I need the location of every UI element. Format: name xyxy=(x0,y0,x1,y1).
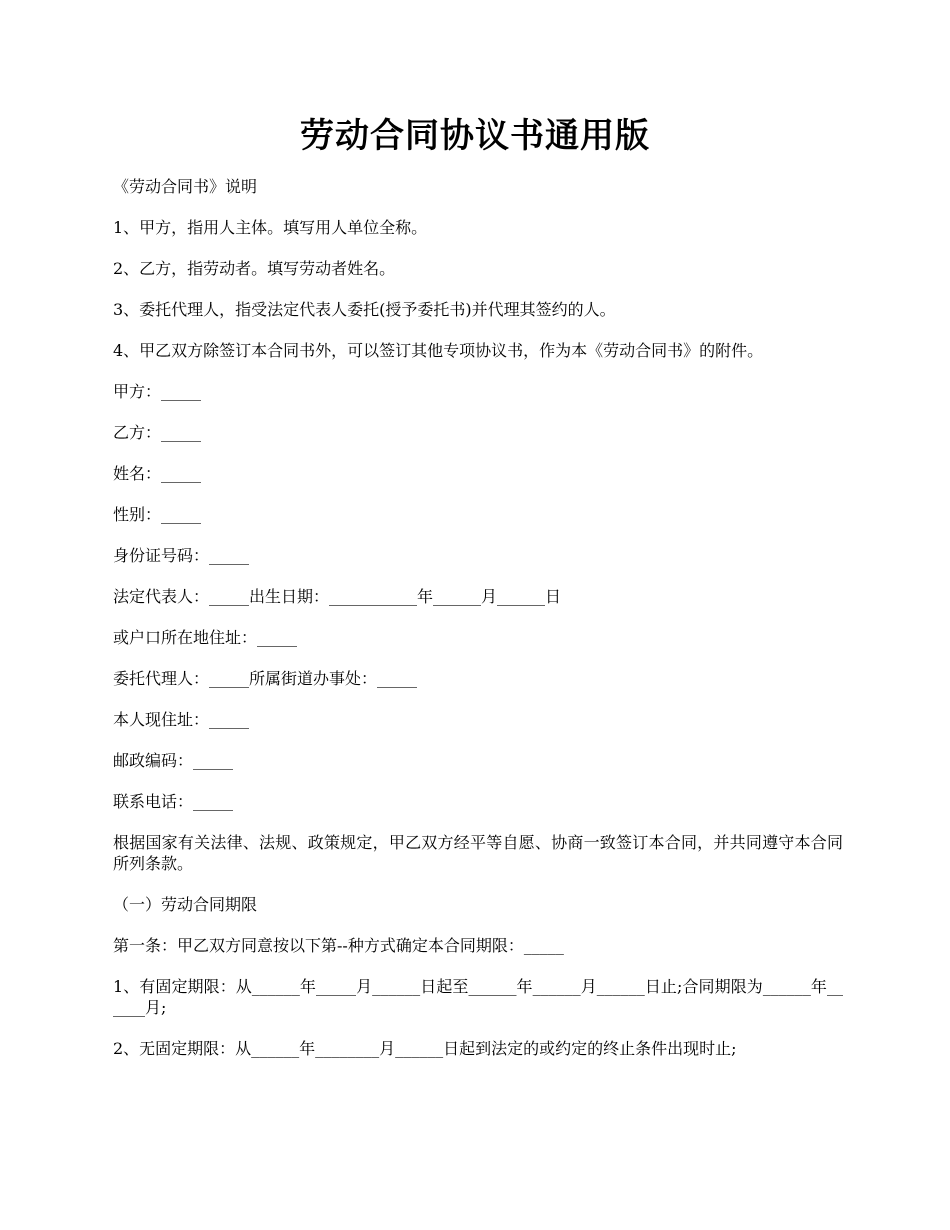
field-agent-subdistrict: 委托代理人：_____所属街道办事处：_____ xyxy=(113,669,418,688)
document-title: 劳动合同协议书通用版 xyxy=(300,116,650,156)
paragraph-preamble: 根据国家有关法律、法规、政策规定，甲乙双方经平等自愿、协商一致签订本合同，并共同遵守本合同所列条款。 xyxy=(113,833,843,873)
field-registered-address: 或户口所在地住址：_____ xyxy=(113,628,298,647)
field-postal-code: 邮政编码：_____ xyxy=(113,751,234,770)
paragraph-definition-agent: 3、委托代理人，指受法定代表人委托(授予委托书)并代理其签约的人。 xyxy=(113,300,616,319)
paragraph-definition-party-a: 1、甲方，指用人主体。填写用人单位全称。 xyxy=(113,218,428,237)
clause-open-ended-term: 2、无固定期限：从______年________月______日起到法定的或约定的终止条件出现时止; xyxy=(113,1039,737,1058)
section-heading-contract-term: （一）劳动合同期限 xyxy=(113,895,258,914)
field-current-address: 本人现住址：_____ xyxy=(113,710,250,729)
field-party-b: 乙方：_____ xyxy=(113,423,202,442)
paragraph-intro-heading: 《劳动合同书》说明 xyxy=(113,177,258,196)
field-gender: 性别：_____ xyxy=(113,505,202,524)
document-body xyxy=(113,176,843,1079)
clause-fixed-term: 1、有固定期限：从______年_____月______日起至______年______月______日止;合同期限为______年______月; xyxy=(113,977,843,1017)
field-id-number: 身份证号码：_____ xyxy=(113,546,250,565)
paragraph-definition-attachments: 4、甲乙双方除签订本合同书外，可以签订其他专项协议书，作为本《劳动合同书》的附件。 xyxy=(113,341,764,360)
paragraph-definition-party-b: 2、乙方，指劳动者。填写劳动者姓名。 xyxy=(113,259,396,278)
field-legal-rep-birthdate: 法定代表人：_____出生日期：___________年______月______日 xyxy=(113,587,562,606)
article-one: 第一条：甲乙双方同意按以下第--种方式确定本合同期限：_____ xyxy=(113,936,564,955)
field-party-a: 甲方：_____ xyxy=(113,382,202,401)
field-name: 姓名：_____ xyxy=(113,464,202,483)
field-phone: 联系电话：_____ xyxy=(113,792,234,811)
